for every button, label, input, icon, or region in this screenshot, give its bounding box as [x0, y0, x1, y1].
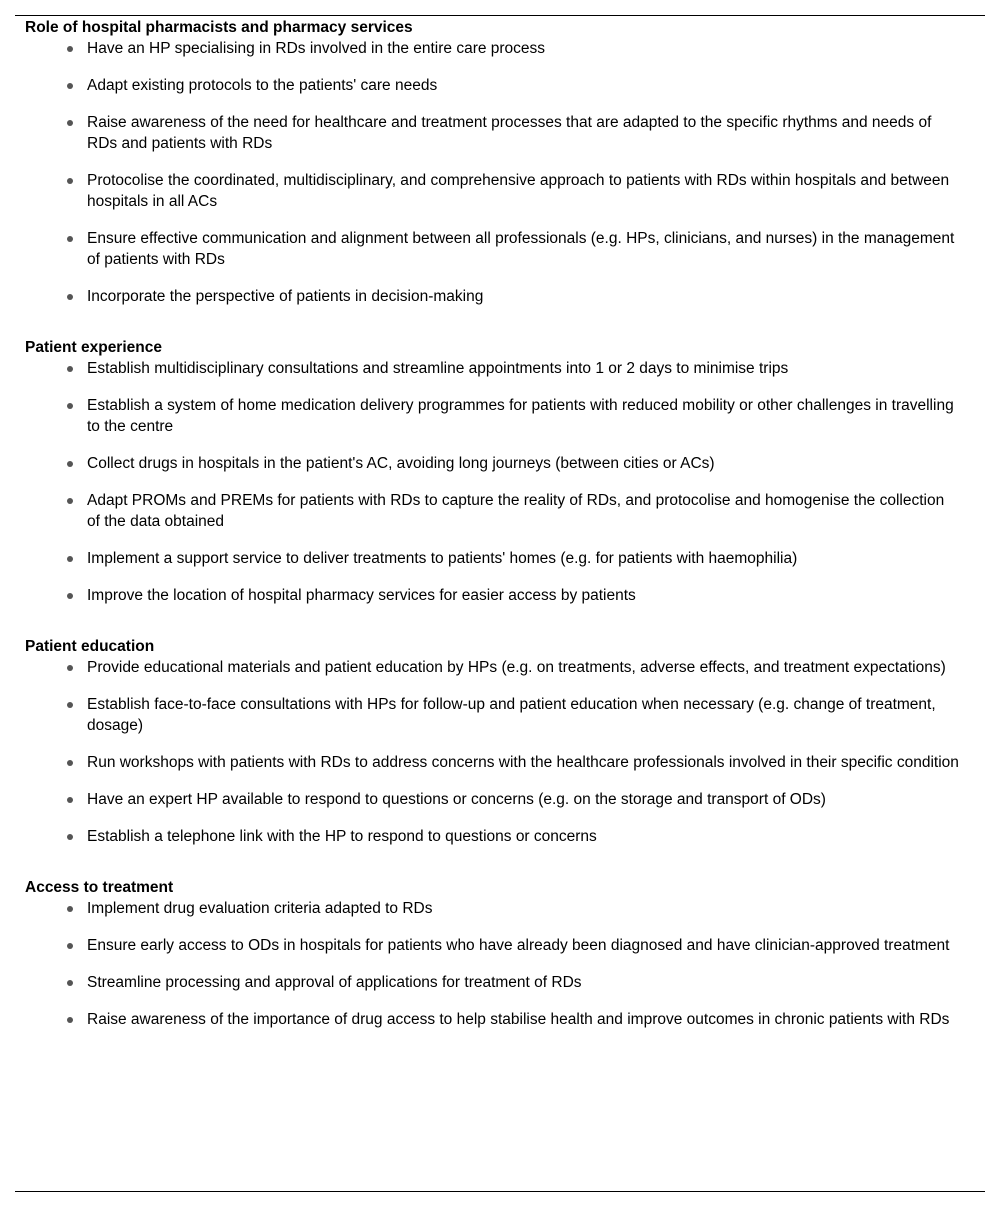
list-item: [25, 490, 960, 532]
bullet-icon: [67, 236, 73, 242]
bullet-icon: [67, 1017, 73, 1023]
section-title: Patient education: [25, 638, 155, 655]
list-item: [25, 898, 960, 919]
section-access-to-treatment: [25, 876, 960, 1030]
list-item: [25, 826, 960, 847]
bullet-list: [25, 358, 960, 606]
bullet-list: [25, 38, 960, 307]
list-item-text: Run workshops with patients with RDs to address concerns with the healthcare professionals involved in their specific condition: [87, 754, 959, 771]
list-item-text: Ensure effective communication and alignment between all professionals (e.g. HPs, clinicians, and nurses) in the management of patients with RDs: [87, 230, 955, 268]
list-item: [25, 752, 960, 773]
list-item-text: Provide educational materials and patient education by HPs (e.g. on treatments, adverse effects, and treatment expectations): [87, 659, 946, 676]
list-item-text: Implement a support service to deliver treatments to patients' homes (e.g. for patients with haemophilia): [87, 550, 798, 567]
list-item-text: Adapt existing protocols to the patients' care needs: [87, 77, 438, 94]
bullet-icon: [67, 665, 73, 671]
bullet-list: [25, 898, 960, 1030]
list-item-text: Establish a system of home medication delivery programmes for patients with reduced mobility or other challenges in travelling to the centre: [87, 397, 954, 435]
section-title: Role of hospital pharmacists and pharmacy services: [25, 19, 413, 36]
list-item: [25, 1009, 960, 1030]
list-item: [25, 548, 960, 569]
list-item-text: Establish multidisciplinary consultations and streamline appointments into 1 or 2 days to minimise trips: [87, 360, 789, 377]
bullet-icon: [67, 980, 73, 986]
list-item-text: Incorporate the perspective of patients in decision-making: [87, 288, 484, 305]
list-item: [25, 38, 960, 59]
list-item-text: Raise awareness of the need for healthcare and treatment processes that are adapted to the specific rhythms and needs of RDs and patients with RDs: [87, 114, 932, 152]
list-item: [25, 228, 960, 270]
bullet-icon: [67, 556, 73, 562]
list-item: [25, 286, 960, 307]
bullet-icon: [67, 294, 73, 300]
list-item: [25, 358, 960, 379]
recommendations-list: [25, 16, 960, 1059]
section-patient-education: [25, 635, 960, 847]
list-item-text: Raise awareness of the importance of drug access to help stabilise health and improve outcomes in chronic patients with RDs: [87, 1011, 950, 1028]
bullet-icon: [67, 906, 73, 912]
bullet-icon: [67, 834, 73, 840]
bullet-icon: [67, 120, 73, 126]
section-patient-experience: [25, 336, 960, 606]
list-item: [25, 694, 960, 736]
list-item-text: Streamline processing and approval of applications for treatment of RDs: [87, 974, 582, 991]
list-item: [25, 395, 960, 437]
bullet-icon: [67, 760, 73, 766]
bullet-list: [25, 657, 960, 847]
list-item-text: Have an HP specialising in RDs involved in the entire care process: [87, 40, 546, 57]
list-item: [25, 453, 960, 474]
bullet-icon: [67, 403, 73, 409]
bottom-rule: [15, 1191, 985, 1192]
bullet-icon: [67, 797, 73, 803]
bullet-icon: [67, 178, 73, 184]
list-item-text: Implement drug evaluation criteria adapted to RDs: [87, 900, 433, 917]
list-item: [25, 75, 960, 96]
list-item-text: Improve the location of hospital pharmacy services for easier access by patients: [87, 587, 636, 604]
list-item: [25, 112, 960, 154]
list-item: [25, 657, 960, 678]
list-item-text: Establish face-to-face consultations with HPs for follow-up and patient education when necessary (e.g. change of treatment, dosage): [87, 696, 936, 734]
bullet-icon: [67, 461, 73, 467]
bullet-icon: [67, 943, 73, 949]
list-item-text: Protocolise the coordinated, multidisciplinary, and comprehensive approach to patients with RDs within hospitals and between hospitals in all ACs: [87, 172, 950, 210]
bullet-icon: [67, 83, 73, 89]
bullet-icon: [67, 498, 73, 504]
list-item: [25, 585, 960, 606]
list-item: [25, 935, 960, 956]
list-item-text: Have an expert HP available to respond to questions or concerns (e.g. on the storage and transport of ODs): [87, 791, 826, 808]
section-title: Access to treatment: [25, 879, 174, 896]
list-item: [25, 972, 960, 993]
list-item: [25, 789, 960, 810]
list-item-text: Adapt PROMs and PREMs for patients with RDs to capture the reality of RDs, and protocolise and homogenise the collection of the data obtained: [87, 492, 945, 530]
list-item: [25, 170, 960, 212]
list-item-text: Collect drugs in hospitals in the patient's AC, avoiding long journeys (between cities or ACs): [87, 455, 715, 472]
list-item-text: Ensure early access to ODs in hospitals for patients who have already been diagnosed and have clinician-approved treatment: [87, 937, 950, 954]
section-role-of-hospital-pharmacists: [25, 16, 960, 307]
section-title: Patient experience: [25, 339, 162, 356]
bullet-icon: [67, 46, 73, 52]
bullet-icon: [67, 593, 73, 599]
bullet-icon: [67, 366, 73, 372]
bullet-icon: [67, 702, 73, 708]
list-item-text: Establish a telephone link with the HP to respond to questions or concerns: [87, 828, 597, 845]
